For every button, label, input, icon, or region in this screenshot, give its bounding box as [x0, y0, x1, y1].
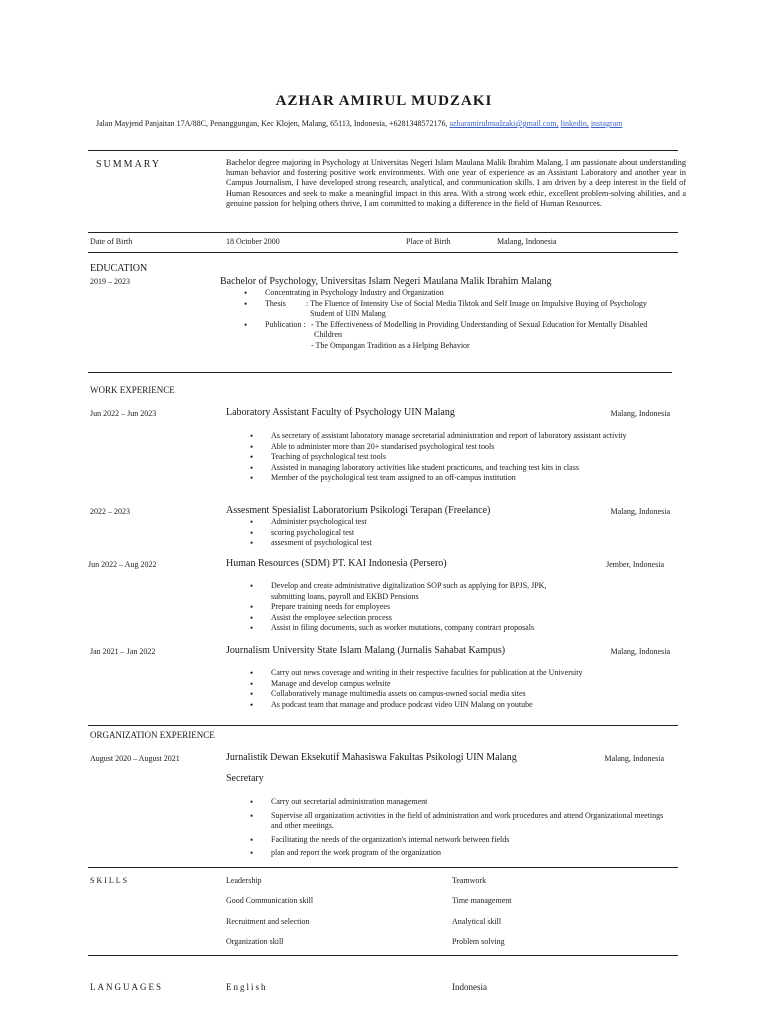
- list-item: • Prepare training needs for employees: [271, 602, 571, 613]
- skill-item: Analytical skill: [452, 917, 502, 926]
- skill-item: Leadership: [226, 876, 262, 885]
- contact-line: [96, 119, 696, 129]
- list-item: • Facilitating the needs of the organization's internal network between fields: [271, 835, 676, 846]
- list-item: • Carry out news coverage and writing in their respective faculties for publication at the University: [271, 668, 671, 679]
- list-item: • scoring psychological test: [271, 528, 641, 539]
- linkedin-link[interactable]: linkedin,: [560, 119, 589, 128]
- job-dates: Jan 2021 – Jan 2022: [90, 647, 156, 656]
- divider: [88, 372, 672, 373]
- pob-value: Malang, Indonesia: [497, 237, 557, 246]
- job-bullets: [271, 668, 671, 710]
- org-heading: ORGANIZATION EXPERIENCE: [90, 730, 215, 740]
- list-item: • Manage and develop campus website: [271, 679, 671, 690]
- education-list: [265, 288, 685, 352]
- list-item: • plan and report the work program of the organization: [271, 848, 676, 859]
- list-item: • Concentrating in Psychology Industry and Organization: [265, 288, 685, 299]
- divider: [88, 232, 678, 233]
- job-title: Assesment Spesialist Laboratorium Psikologi Terapan (Freelance): [226, 505, 491, 516]
- job-title: Journalism University State Islam Malang (Jurnalis Sahabat Kampus): [226, 645, 506, 656]
- job-location: Malang, Indonesia: [610, 409, 670, 418]
- list-item: • Teaching of psychological test tools: [271, 452, 641, 463]
- summary-text: Bachelor degree majoring in Psychology at Universitas Negeri Islam Maulana Malik Ibrahim Malang, I am passionate about understanding human behavior and fostering positive work environments. With one year of experience as an Assistant Laboratory and another year in Campus Journalism, I have developed strong research, analytical, and communication skills. I am driven by a deep interest in the field of Human Resources and seek to make a meaningful impact in this area. With a strong work ethic, excellent problem-solving abilities, and a genuine passion for helping others thrive, I am committed to making a difference in the field of Human Resources.: [226, 158, 686, 208]
- org-role: Secretary: [226, 773, 264, 784]
- list-item: • Supervise all organization activities in the field of administration and work procedures and attend Organizational meetings and other meetings.: [271, 811, 676, 832]
- languages-heading: LANGUAGES: [90, 982, 163, 992]
- list-item: • Develop and create administrative digitalization SOP such as applying for BPJS, JPK, submitting loans, payroll and EKBD Pensions: [271, 581, 571, 602]
- skill-item: Good Communication skill: [226, 896, 314, 905]
- job-dates: 2022 – 2023: [90, 507, 130, 516]
- job-location: Malang, Indonesia: [610, 647, 670, 656]
- list-item: • Collaboratively manage multimedia assets on campus-owned social media sites: [271, 689, 671, 700]
- job-bullets: [271, 517, 641, 549]
- job-title: Human Resources (SDM) PT. KAI Indonesia (Persero): [226, 558, 447, 569]
- job-location: Jember, Indonesia: [606, 560, 664, 569]
- dob-label: Date of Birth: [90, 237, 133, 246]
- education-dates: 2019 – 2023: [90, 277, 130, 286]
- list-item: • As secretary of assistant laboratory manage secretarial administration and report of laboratory assistant activity: [271, 431, 641, 442]
- org-dates: August 2020 – August 2021: [90, 754, 180, 763]
- education-title: Bachelor of Psychology, Universitas Islam Negeri Maulana Malik Ibrahim Malang: [220, 276, 552, 287]
- list-item: • Assisted in managing laboratory activities like student practicums, and teaching test kits in class: [271, 463, 641, 474]
- divider: [88, 955, 678, 956]
- list-item: • Carry out secretarial administration management: [271, 797, 676, 808]
- job-location: Malang, Indonesia: [610, 507, 670, 516]
- skill-item: Problem solving: [452, 937, 505, 946]
- list-item: • Assist the employee selection process: [271, 613, 571, 624]
- instagram-link[interactable]: instagram: [590, 119, 623, 128]
- org-title: Jurnalistik Dewan Eksekutif Mahasiswa Fakultas Psikologi UIN Malang: [226, 752, 517, 763]
- job-dates: Jun 2022 – Jun 2023: [90, 409, 157, 418]
- skill-item: Teamwork: [452, 876, 487, 885]
- list-item: • As podcast team that manage and produce podcast video UIN Malang on youtube: [271, 700, 671, 711]
- work-heading: WORK EXPERIENCE: [90, 385, 175, 395]
- divider: [88, 725, 678, 726]
- skill-item: Time management: [452, 896, 512, 905]
- job-bullets: [271, 431, 641, 484]
- divider: [88, 150, 678, 151]
- list-item: • Able to administer more than 20+ standarised psychological test tools: [271, 442, 641, 453]
- language-item: Indonesia: [452, 982, 487, 992]
- job-title: Laboratory Assistant Faculty of Psychology UIN Malang: [226, 407, 455, 418]
- org-location: Malang, Indonesia: [604, 754, 664, 763]
- org-bullets: [271, 797, 676, 859]
- education-heading: EDUCATION: [90, 263, 148, 274]
- language-item: English: [226, 982, 268, 992]
- skill-item: Recruitment and selection: [226, 917, 310, 926]
- email-link[interactable]: azharamirulmudzaki@gmail.com,: [449, 119, 559, 128]
- skills-heading: SKILLS: [90, 876, 130, 885]
- list-item: • Publication : - The Effectiveness of Modelling in Providing Understanding of Sexual Education for Mentally Disabled Children - The Ompangan Tradition as a Helping Behavior: [265, 320, 685, 352]
- list-item: • Administer psychological test: [271, 517, 641, 528]
- skill-item: Organization skill: [226, 937, 284, 946]
- list-item: • assesment of psychological test: [271, 538, 641, 549]
- dob-value: 18 October 2000: [226, 237, 280, 246]
- address-text: Jalan Mayjend Panjaitan 17A/88C, Penanggungan, Kec Klojen, Malang, 65113, Indonesia, +6281348572176,: [96, 119, 448, 128]
- pob-label: Place of Birth: [406, 237, 451, 246]
- resume-name: AZHAR AMIRUL MUDZAKI: [275, 93, 493, 109]
- list-item: • Thesis : The Fluence of Intensity Use of Social Media Tiktok and Self Image on Impulsive Buying of Psychology Student of UIN Malang: [265, 299, 685, 320]
- list-item: • Assist in filing documents, such as worker mutations, company contract proposals: [271, 623, 571, 634]
- divider: [88, 867, 678, 868]
- divider: [88, 252, 678, 253]
- list-item: • Member of the psychological test team assigned to an off-campus institution: [271, 473, 641, 484]
- job-bullets: [271, 581, 571, 634]
- summary-heading: SUMMARY: [96, 159, 162, 170]
- job-dates: Jun 2022 – Aug 2022: [88, 560, 157, 569]
